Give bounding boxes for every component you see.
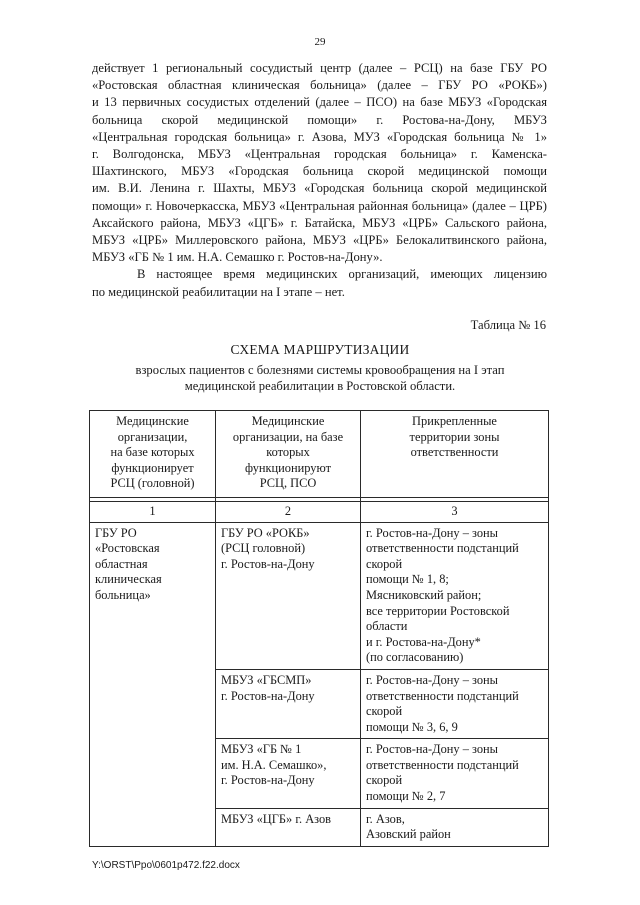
cell-line: организации, на базе — [232, 429, 344, 444]
cell-line: ГБУ РО — [95, 525, 137, 540]
text-line: МБУЗ «ГБ № 1 им. Н.А. Семашко г. Ростов-на-Дону». — [92, 250, 383, 265]
territory-cell — [361, 669, 549, 738]
text-line: Аксайского района, МБУЗ «ЦГБ» г. Батайска, МБУЗ «ЦРБ» Сальского района, — [92, 215, 547, 230]
subtitle-line: взрослых пациентов с болезнями системы кровообращения на I этап — [135, 363, 505, 377]
cell-line: ГБУ РО «РОКБ» — [221, 525, 310, 540]
text-line: больница скорой медицинской помощи» г. Ростова-на-Дону, МБУЗ — [92, 112, 547, 127]
table-row — [90, 522, 549, 669]
cell-line: «Ростовская — [95, 541, 160, 556]
text-line: Шахтинского, МБУЗ «Городская больница скорой медицинской помощи — [92, 164, 547, 179]
organization-cell — [216, 522, 361, 669]
scheme-title: СХЕМА МАРШРУТИЗАЦИИ — [230, 342, 410, 357]
organization-cell — [216, 669, 361, 738]
header-cell-rsc-head — [90, 411, 216, 498]
cell-line: все территории Ростовской области — [366, 603, 510, 634]
subtitle-line: медицинской реабилитации в Ростовской области. — [184, 379, 456, 393]
text-line: им. В.И. Ленина г. Шахты, МБУЗ «Городская больница скорой медицинской — [92, 181, 547, 196]
cell-line: помощи № 1, 8; — [366, 572, 449, 587]
text-line: и 13 первичных сосудистых отделений (далее – ПСО) на базе МБУЗ «Городская — [92, 95, 547, 110]
cell-line: РСЦ (головной) — [110, 476, 195, 491]
cell-line: клиническая — [95, 572, 162, 587]
text-line: В настоящее время медицинских организаций, имеющих лицензию — [137, 267, 547, 282]
header-cell-territories — [361, 411, 549, 498]
cell-line: г. Азов, — [366, 811, 405, 826]
column-number: 1 — [90, 501, 216, 522]
cell-line: (по согласованию) — [366, 650, 464, 665]
cell-line: функционируют — [244, 460, 332, 475]
cell-line: функционирует — [111, 460, 194, 475]
cell-line: РСЦ, ПСО — [259, 476, 317, 491]
head-organization-cell — [90, 522, 216, 846]
cell-line: ответственности подстанций скорой — [366, 541, 519, 571]
territory-cell — [361, 808, 549, 846]
cell-line: помощи № 3, 6, 9 — [366, 719, 458, 734]
text-line: МБУЗ «ЦРБ» Миллеровского района, МБУЗ «ЦРБ» Белокалитвинского района, — [92, 233, 547, 248]
cell-line: областная — [95, 556, 148, 571]
territory-cell — [361, 522, 549, 669]
cell-line: г. Ростов-на-Дону – зоны — [366, 672, 498, 687]
cell-line: Азовский район — [366, 827, 451, 842]
text-line: помощи» г. Новочеркасска, МБУЗ «Центральная районная больница» (далее – ЦРБ) — [92, 198, 547, 213]
cell-line: МБУЗ «ГБ № 1 — [221, 742, 302, 757]
cell-line: ответственности подстанций скорой — [366, 688, 519, 719]
cell-line: Мясниковский район; — [366, 587, 482, 602]
cell-line: Медицинские — [116, 414, 189, 428]
cell-line: и г. Ростова-на-Дону* — [366, 634, 481, 649]
cell-line: Прикрепленные — [412, 414, 497, 428]
cell-line: МБУЗ «ЦГБ» г. Азов — [221, 811, 332, 826]
cell-line: г. Ростов-на-Дону — [221, 773, 315, 788]
column-number: 2 — [216, 501, 361, 522]
cell-line: территории зоны ответственности — [409, 429, 500, 460]
text-line: по медицинской реабилитации на I этапе – нет. — [92, 284, 345, 299]
column-number: 3 — [361, 501, 549, 522]
cell-line: МБУЗ «ГБСМП» — [221, 672, 312, 687]
table-header-row — [90, 411, 549, 498]
table-label: Таблица № 16 — [470, 318, 546, 332]
text-line: «Ростовская областная клиническая больница» (далее – ГБУ РО «РОКБ») — [92, 78, 547, 93]
cell-line: г. Ростов-на-Дону – зоны — [366, 742, 498, 757]
page-number: 29 — [314, 36, 326, 48]
organization-cell — [216, 808, 361, 846]
header-cell-rsc-pso — [216, 411, 361, 498]
cell-line: Медицинские — [251, 414, 325, 428]
text-line: г. Волгодонска, МБУЗ «Центральная городская больница» г. Каменска- — [92, 147, 547, 162]
territory-cell — [361, 739, 549, 808]
license-paragraph — [92, 266, 547, 300]
cell-line: больница» — [95, 587, 151, 602]
cell-line: г. Ростов-на-Дону — [221, 688, 315, 703]
cell-line: г. Ростов-на-Дону — [221, 556, 315, 571]
cell-line: организации, — [117, 429, 188, 444]
cell-line: на базе которых — [110, 445, 195, 460]
footer-file-path: Y:\ORST\Ppo\0601p472.f22.docx — [92, 860, 240, 871]
intro-paragraph — [92, 60, 547, 266]
routing-table — [89, 410, 549, 847]
table-number-row — [90, 501, 549, 522]
cell-line: им. Н.А. Семашко», — [221, 757, 327, 772]
cell-line: (РСЦ головной) — [221, 541, 306, 556]
text-line: действует 1 региональный сосудистый центр (далее – РСЦ) на базе ГБУ РО — [92, 61, 547, 75]
cell-line: г. Ростов-на-Дону – зоны — [366, 525, 498, 540]
cell-line: которых — [266, 445, 310, 460]
cell-line: ответственности подстанций скорой — [366, 757, 519, 788]
organization-cell — [216, 739, 361, 808]
text-line: «Центральная городская больница» г. Азова, МУЗ «Городская больница № 1» — [92, 129, 547, 144]
cell-line: помощи № 2, 7 — [366, 789, 446, 804]
scheme-subtitle — [0, 362, 640, 394]
body-text — [92, 60, 547, 301]
